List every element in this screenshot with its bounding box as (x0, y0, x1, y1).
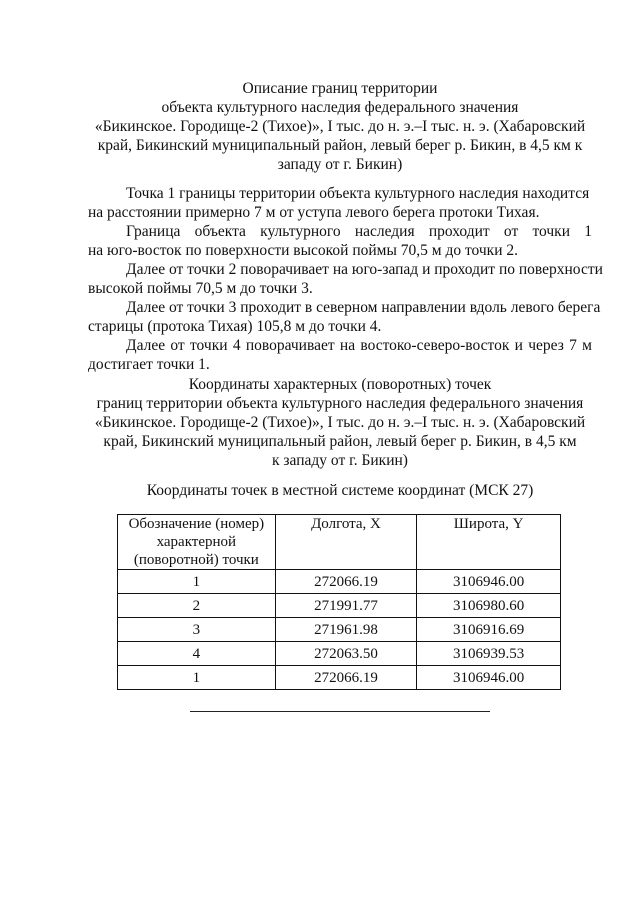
title-line: объекта культурного наследия федерального значения (161, 99, 519, 116)
y-value: 3106939.53 (417, 642, 561, 666)
table-row (118, 642, 561, 666)
title-line: западу от г. Бикин) (277, 156, 403, 173)
table-row (118, 666, 561, 690)
table-header-row (118, 515, 561, 570)
table-row (118, 618, 561, 642)
paragraph-line: на расстоянии примерно 7 м от уступа левого берега протоки Тихая. (88, 204, 540, 221)
x-value: 271961.98 (275, 618, 417, 642)
paragraph-line: Точка 1 границы территории объекта культурного наследия находится (126, 185, 590, 202)
paragraph-line: Далее от точки 3 проходит в северном направлении вдоль левого берега (126, 299, 601, 316)
heading-line: Координаты характерных (поворотных) точек (188, 376, 492, 393)
paragraph-line: достигает точки 1. (88, 356, 210, 373)
column-header-y: Широта, Y (417, 515, 561, 570)
x-value: 272063.50 (275, 642, 417, 666)
heading-line: к западу от г. Бикин) (272, 452, 408, 469)
point-number: 1 (118, 570, 276, 594)
document-title (80, 79, 600, 174)
paragraph-line: Граница объекта культурного наследия проходит от точки 1 (126, 223, 592, 240)
point-number: 4 (118, 642, 276, 666)
horizontal-rule (190, 711, 490, 712)
column-header-x: Долгота, X (275, 515, 417, 570)
table-caption (80, 481, 600, 500)
coordinates-table (117, 514, 561, 690)
x-value: 272066.19 (275, 570, 417, 594)
y-value: 3106916.69 (417, 618, 561, 642)
table-row (118, 594, 561, 618)
point-number: 2 (118, 594, 276, 618)
title-line: Описание границ территории (242, 80, 438, 97)
coordinates-heading (80, 375, 600, 470)
table-caption-text: Координаты точек в местной системе координат (МСК 27) (146, 482, 534, 499)
title-line: «Бикинское. Городище-2 (Тихое)», I тыс. до н. э.–I тыс. н. э. (Хабаровский (94, 118, 586, 135)
x-value: 272066.19 (275, 666, 417, 690)
point-number: 1 (118, 666, 276, 690)
heading-line: «Бикинское. Городище-2 (Тихое)», I тыс. до н. э.–I тыс. н. э. (Хабаровский (94, 414, 586, 431)
table-row (118, 570, 561, 594)
heading-line: край, Бикинский муниципальный район, левый берег р. Бикин, в 4,5 км (103, 433, 577, 450)
paragraph-line: Далее от точки 4 поворачивает на востоко-северо-восток и через 7 м (126, 337, 592, 354)
paragraph-line: Далее от точки 2 поворачивает на юго-запад и проходит по поверхности (126, 261, 603, 278)
paragraph-line: старицы (протока Тихая) 105,8 м до точки 4. (88, 318, 382, 335)
y-value: 3106946.00 (417, 570, 561, 594)
paragraph-line: на юго-восток по поверхности высокой поймы 70,5 м до точки 2. (88, 242, 518, 259)
title-line: край, Бикинский муниципальный район, левый берег р. Бикин, в 4,5 км к (97, 137, 583, 154)
x-value: 271991.77 (275, 594, 417, 618)
y-value: 3106946.00 (417, 666, 561, 690)
column-header-point: Обозначение (номер) характерной (поворотной) точки (118, 515, 276, 570)
boundary-description (88, 184, 603, 374)
heading-line: границ территории объекта культурного наследия федерального значения (96, 395, 584, 412)
point-number: 3 (118, 618, 276, 642)
y-value: 3106980.60 (417, 594, 561, 618)
paragraph-line: высокой поймы 70,5 м до точки 3. (88, 280, 313, 297)
